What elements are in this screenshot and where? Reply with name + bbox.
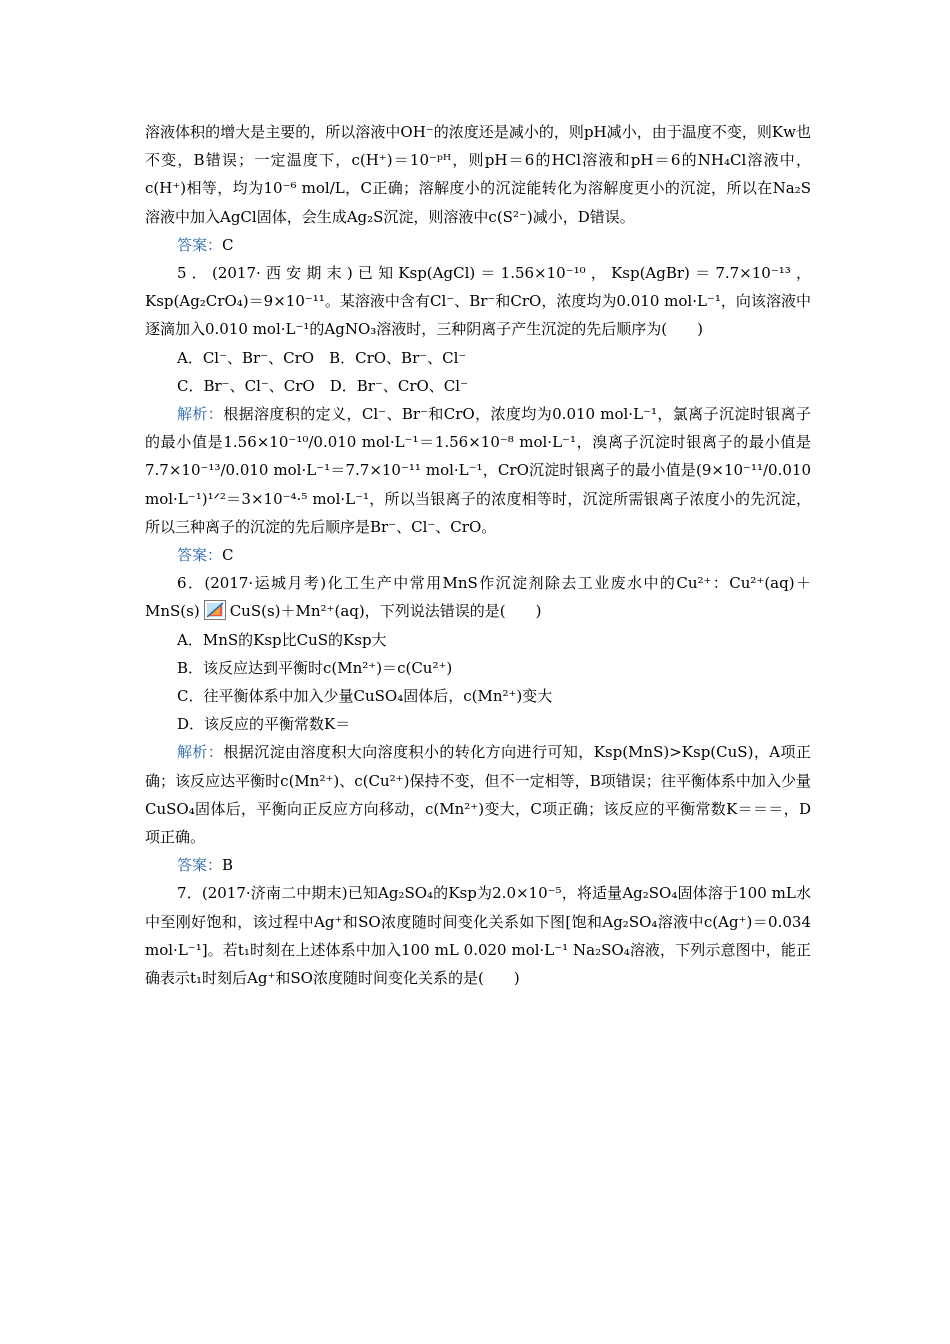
q6-option-a: A．MnS的Ksp比CuS的Ksp大	[177, 630, 387, 649]
q6-stem	[145, 569, 811, 625]
q6-answer-line	[145, 851, 811, 879]
q5-analysis-text: 根据溶度积的定义，Cl⁻、Br⁻和CrO，浓度均为0.010 mol·L⁻¹，氯离子沉淀时银离子的最小值是1.56×10⁻¹⁰/0.010 mol·L⁻¹＝1.56×10⁻⁸ mol·L⁻¹，溴离子沉淀时银离子的最小值是7.7×10⁻¹³/0.010 mol·L⁻¹＝7.7×10⁻¹¹ mol·L⁻¹，CrO沉淀时银离子的最小值是(9×10⁻¹¹/0.010 mol·L⁻¹)¹ᐟ²＝3×10⁻⁴·⁵ mol·L⁻¹，所以当银离子的浓度相等时，沉淀所需银离子浓度小的先沉淀，所以三种离子的沉淀的先后顺序是Br⁻、Cl⁻、CrO。	[145, 405, 811, 536]
q6-stem-part1: 6．(2017·运城月考)化工生产中常用MnS作沉淀剂除去工业废水中的Cu²⁺：Cu²⁺(aq)＋MnS(s)	[145, 574, 811, 621]
q4-analysis-continuation: 溶液体积的增大是主要的，所以溶液中OH⁻的浓度还是减小的，则pH减小，由于温度不变，则Kw也不变，B错误；一定温度下，c(H⁺)＝10⁻ᵖᴴ，则pH＝6的HCl溶液和pH＝6的NH₄Cl溶液中，c(H⁺)相等，均为10⁻⁶ mol/L，C正确；溶解度小的沉淀能转化为溶解度更小的沉淀，所以在Na₂S溶液中加入AgCl固体，会生成Ag₂S沉淀，则溶液中c(S²⁻)减小，D错误。	[145, 123, 811, 226]
q5-answer-line	[145, 541, 811, 569]
answer-label: 答案：	[177, 546, 223, 565]
q6-option-b: B．该反应达到平衡时c(Mn²⁺)＝c(Cu²⁺)	[177, 658, 453, 677]
q4-answer: C	[222, 235, 234, 254]
q6-stem-part2: CuS(s)＋Mn²⁺(aq)，下列说法错误的是( )	[229, 602, 542, 621]
q4-answer-line	[145, 231, 811, 259]
equilibrium-arrow-image-icon	[204, 600, 226, 620]
q5-stem: 5．(2017·西安期末)已知Ksp(AgCl)＝1.56×10⁻¹⁰，Ksp(AgBr)＝7.7×10⁻¹³，Ksp(Ag₂CrO₄)＝9×10⁻¹¹。某溶液中含有Cl⁻、Br⁻和CrO，浓度均为0.010 mol·L⁻¹，向该溶液中逐滴加入0.010 mol·L⁻¹的AgNO₃溶液时，三种阴离子产生沉淀的先后顺序为( )	[145, 264, 811, 339]
q6-answer: B	[222, 856, 234, 875]
analysis-label: 解析：	[177, 405, 224, 424]
q6-analysis-text: 根据沉淀由溶度积大向溶度积小的转化方向进行可知，Ksp(MnS)>Ksp(CuS)，A项正确；该反应达平衡时c(Mn²⁺)、c(Cu²⁺)保持不变，但不一定相等，B项错误；往平衡体系中加入少量CuSO₄固体后，平衡向正反应方向移动，c(Mn²⁺)变大，C项正确；该反应的平衡常数K＝＝＝，D项正确。	[145, 743, 811, 847]
q6-option-d: D．该反应的平衡常数K＝	[177, 715, 351, 734]
q5-answer: C	[222, 546, 234, 565]
q7-stem: 7．(2017·济南二中期末)已知Ag₂SO₄的Ksp为2.0×10⁻⁵，将适量Ag₂SO₄固体溶于100 mL水中至刚好饱和，该过程中Ag⁺和SO浓度随时间变化关系如下图[饱和Ag₂SO₄溶液中c(Ag⁺)＝0.034 mol·L⁻¹]。若t₁时刻在上述体系中加入100 mL 0.020 mol·L⁻¹ Na₂SO₄溶液，下列示意图中，能正确表示t₁时刻后Ag⁺和SO浓度随时间变化关系的是( )	[145, 884, 811, 988]
document-page	[145, 118, 811, 992]
analysis-label: 解析：	[177, 743, 224, 762]
q5-options-cd: C．Br⁻、Cl⁻、CrO D．Br⁻、CrO、Cl⁻	[177, 376, 468, 395]
q6-option-c: C．往平衡体系中加入少量CuSO₄固体后，c(Mn²⁺)变大	[177, 687, 553, 706]
q5-analysis	[145, 400, 811, 541]
answer-label: 答案：	[177, 235, 223, 254]
q5-options-ab: A．Cl⁻、Br⁻、CrO B．CrO、Br⁻、Cl⁻	[177, 348, 467, 367]
q6-analysis	[145, 738, 811, 851]
answer-label: 答案：	[177, 856, 223, 875]
